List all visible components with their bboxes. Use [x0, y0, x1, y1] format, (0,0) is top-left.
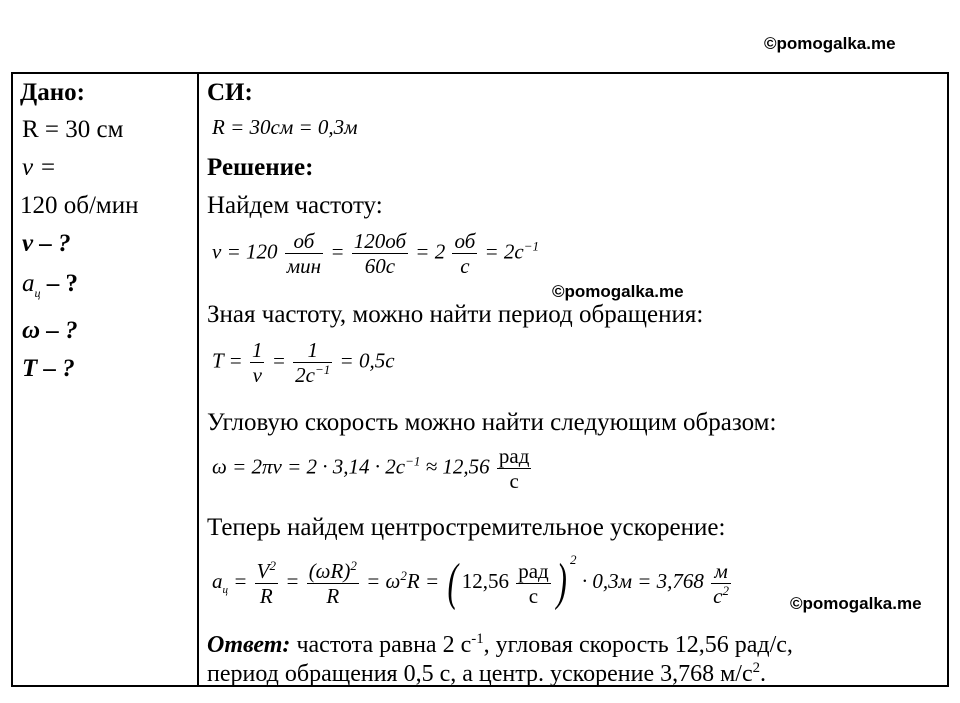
frequency-equation: ν = 120 $\frac{об}{\text{мин}}$ = $\frac{120об}{60с}$ = 2 $\frac{об}{с}$ = $2с^{-1}$: [212, 229, 540, 279]
step3-text: Угловую скорость можно найти следующим образом:: [207, 409, 777, 436]
find-nu: ν – ?: [22, 230, 71, 257]
si-conversion: R = 30см = 0,3м: [212, 115, 358, 139]
watermark-bottom: ©pomogalka.me: [790, 594, 922, 613]
given-nu-label: ν =: [22, 154, 57, 181]
si-header: СИ:: [207, 79, 253, 106]
solution-header: Решение:: [207, 154, 314, 181]
given-header: Дано:: [20, 79, 85, 106]
step4-text: Теперь найдем центростремительное ускорение:: [207, 514, 726, 541]
acceleration-equation: $a_ц$ = $\frac{V^2}{R}$ = $\frac{(\omega R)^2}{R}$ = $\omega^2R$ = ( 12,56 $\frac{\text{рад}}{с}$ ) $^2$ · 0,3м = 3,768 $\frac{м}{с^2}$: [212, 552, 729, 612]
watermark-middle: ©pomogalka.me: [552, 282, 684, 301]
find-acceleration: $a_ц$ – ?: [22, 270, 78, 300]
given-nu-value: 120 об/мин: [20, 192, 139, 219]
watermark-top: ©pomogalka.me: [764, 34, 896, 53]
column-divider: [197, 72, 199, 687]
answer-line-2: период обращения 0,5 с, а центр. ускорение 3,768 $м/с^2$.: [207, 660, 767, 687]
find-period: T – ?: [22, 355, 75, 382]
step1-text: Найдем частоту:: [207, 192, 383, 219]
angular-velocity-equation: $\omega = 2\pi\nu = 2 \cdot 3,14 \cdot 2с^{-1} \approx 12,56$ $\frac{\text{рад}}{с}$: [212, 444, 530, 494]
find-omega: ω – ?: [22, 317, 78, 344]
given-radius: R = 30 см: [22, 116, 124, 143]
period-equation: T = $\frac{1}{\nu}$ = $\frac{1}{2с^{-1}}$ = 0,5с: [212, 338, 395, 388]
answer-line-1: Ответ: частота равна 2 $с^{-1}$, угловая скорость 12,56 рад/с,: [207, 631, 793, 658]
step2-text: Зная частоту, можно найти период обращения:: [207, 301, 704, 328]
